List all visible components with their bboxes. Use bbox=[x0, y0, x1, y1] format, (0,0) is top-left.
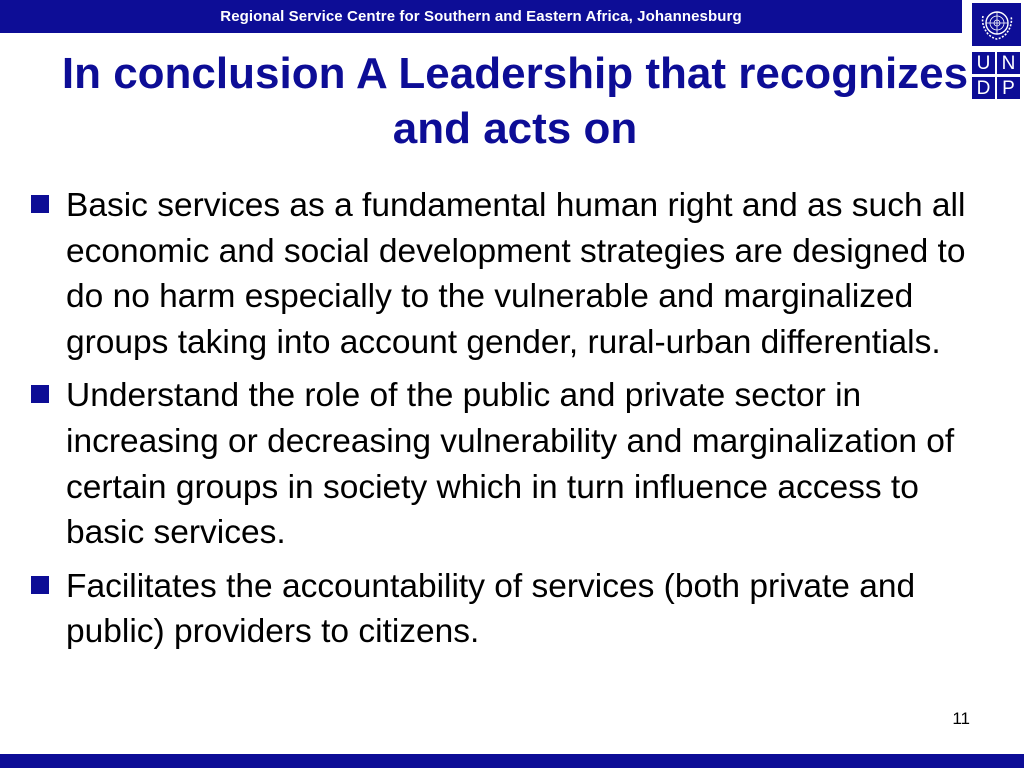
undp-logo bbox=[970, 0, 1024, 102]
logo-letter-u: U bbox=[972, 52, 995, 74]
header-bar bbox=[0, 0, 962, 33]
header-text: Regional Service Centre for Southern and Eastern Africa, Johannesburg bbox=[220, 8, 742, 25]
un-emblem-graphic bbox=[978, 7, 1016, 43]
bullet-text: Facilitates the accountability of services (both private and public) providers to citizens. bbox=[66, 567, 916, 651]
bullet-item bbox=[30, 373, 975, 555]
logo-letter-n: N bbox=[997, 52, 1020, 74]
page-number: 11 bbox=[952, 709, 970, 728]
bullet-text: Basic services as a fundamental human right and as such all economic and social development strategies are designed to do no harm especially to the vulnerable and marginalized groups taking into account gender, rural-urban differentials. bbox=[66, 187, 966, 361]
square-bullet-icon bbox=[31, 385, 49, 403]
square-bullet-icon bbox=[31, 195, 49, 213]
bullet-item bbox=[30, 564, 975, 655]
footer-bar bbox=[0, 754, 1024, 768]
un-emblem-icon bbox=[972, 3, 1021, 46]
bullet-item bbox=[30, 183, 975, 365]
logo-letter-d: D bbox=[972, 77, 995, 99]
bullet-text: Understand the role of the public and private sector in increasing or decreasing vulnerability and marginalization of certain groups in society which in turn influence access to basic services. bbox=[66, 377, 955, 552]
bullet-list bbox=[30, 183, 975, 663]
square-bullet-icon bbox=[31, 576, 49, 594]
slide-title: In conclusion A Leadership that recognizes and acts on bbox=[61, 49, 969, 153]
logo-letter-p: P bbox=[997, 77, 1020, 99]
